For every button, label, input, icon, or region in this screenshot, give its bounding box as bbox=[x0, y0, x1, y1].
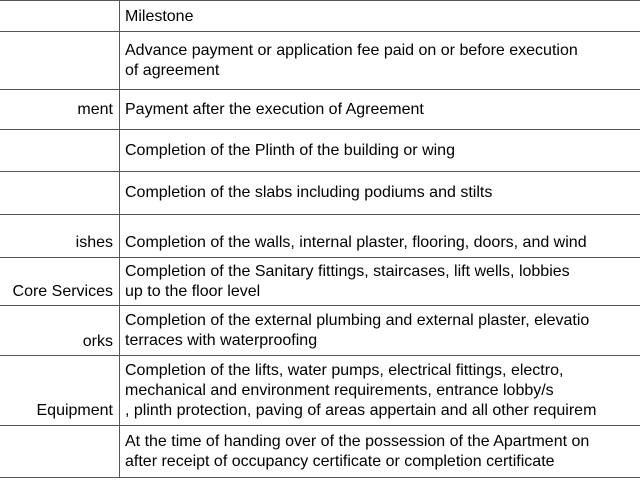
milestone-cell bbox=[120, 426, 640, 478]
milestone-text: Completion of the slabs including podiums and stilts bbox=[125, 184, 493, 201]
table-row bbox=[0, 90, 640, 130]
header-milestone-cell bbox=[120, 1, 640, 32]
milestone-text: Completion of the external plumbing and external plaster, elevatio terraces with waterproofing bbox=[125, 311, 590, 349]
milestone-cell bbox=[120, 90, 640, 130]
milestone-cell bbox=[120, 172, 640, 215]
stage-cell bbox=[0, 258, 120, 306]
stage-label: ment bbox=[77, 100, 113, 118]
stage-label: ishes bbox=[75, 234, 113, 251]
stage-cell bbox=[0, 306, 120, 356]
table-row bbox=[0, 356, 640, 426]
stage-cell bbox=[0, 215, 120, 258]
table-row bbox=[0, 426, 640, 478]
milestone-header: Milestone bbox=[125, 8, 194, 25]
table-row bbox=[0, 306, 640, 356]
stage-label: orks bbox=[82, 333, 113, 350]
table-header-row bbox=[0, 1, 640, 32]
milestone-text: Completion of the Plinth of the building or wing bbox=[125, 141, 455, 159]
stage-label: Core Services bbox=[12, 283, 113, 300]
milestone-cell bbox=[120, 130, 640, 172]
table-row bbox=[0, 32, 640, 90]
milestone-cell bbox=[120, 32, 640, 90]
milestone-cell bbox=[120, 258, 640, 306]
stage-label: Equipment bbox=[36, 402, 113, 419]
milestone-text: Payment after the execution of Agreement bbox=[125, 100, 424, 118]
milestone-text: Completion of the Sanitary fittings, staircases, lift wells, lobbies up to the floor level bbox=[125, 262, 570, 300]
milestone-cell bbox=[120, 356, 640, 426]
milestone-cell bbox=[120, 215, 640, 258]
stage-cell bbox=[0, 90, 120, 130]
stage-cell bbox=[0, 426, 120, 478]
table-row bbox=[0, 215, 640, 258]
milestone-cell bbox=[120, 306, 640, 356]
table-row bbox=[0, 130, 640, 172]
milestone-text: Completion of the walls, internal plaster, flooring, doors, and wind bbox=[125, 234, 587, 251]
stage-cell bbox=[0, 172, 120, 215]
stage-cell bbox=[0, 32, 120, 90]
table-row bbox=[0, 258, 640, 306]
stage-cell bbox=[0, 356, 120, 426]
header-stage-cell bbox=[0, 1, 120, 32]
stage-cell bbox=[0, 130, 120, 172]
table-row bbox=[0, 172, 640, 215]
milestone-text: At the time of handing over of the possession of the Apartment on after receipt of occupancy certificate or completion certificate bbox=[125, 432, 590, 470]
milestone-text: Completion of the lifts, water pumps, electrical fittings, electro, mechanical and environment requirements, entrance lobby/s , plinth protection, paving of areas appertain and all other requirem bbox=[125, 361, 597, 419]
milestone-text: Advance payment or application fee paid on or before execution of agreement bbox=[125, 41, 578, 79]
